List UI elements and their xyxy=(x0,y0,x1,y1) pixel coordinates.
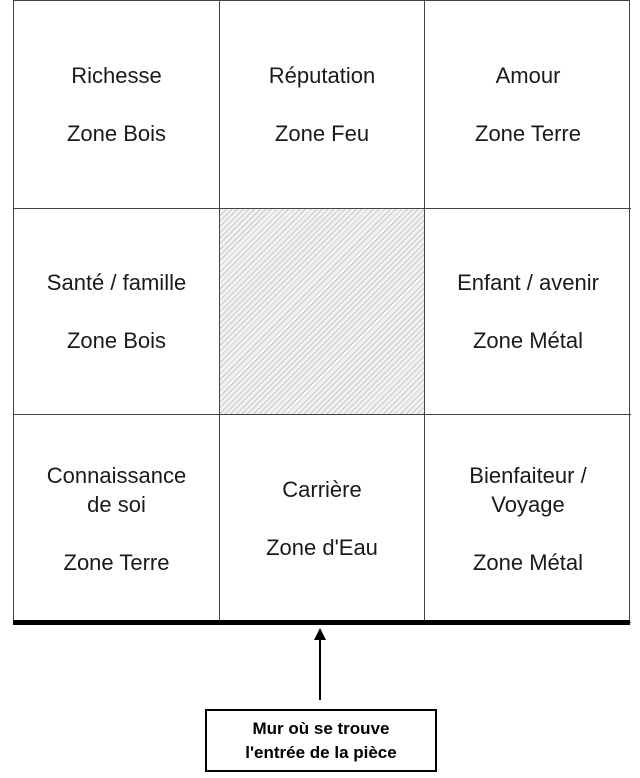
bagua-grid xyxy=(13,0,630,622)
cell-zone: Zone Métal xyxy=(472,549,584,575)
cell-label: Richesse xyxy=(71,63,162,88)
entrance-caption-box xyxy=(205,709,437,772)
cell-zone: Zone Feu xyxy=(274,121,370,146)
cell-zone: Zone d'Eau xyxy=(266,535,378,560)
cell-enfant-avenir xyxy=(425,209,631,415)
cell-reputation xyxy=(220,1,425,209)
cell-carriere xyxy=(220,415,425,623)
cell-zone: Zone Bois xyxy=(66,121,167,146)
cell-amour xyxy=(425,1,631,209)
cell-zone: Zone Bois xyxy=(66,328,167,353)
cell-label: Connaissance de soi xyxy=(46,462,187,517)
cell-label: Enfant / avenir xyxy=(457,270,599,295)
cell-label: Bienfaiteur / Voyage xyxy=(469,462,587,517)
cell-label: Santé / famille xyxy=(46,270,187,295)
caption-line-2: l'entrée de la pièce xyxy=(245,742,397,762)
cell-center-hatched xyxy=(220,209,425,415)
cell-bienfaiteur-voyage xyxy=(425,415,631,623)
arrow-up-icon xyxy=(310,628,330,700)
cell-label: Carrière xyxy=(282,477,362,502)
cell-richesse xyxy=(14,1,220,209)
cell-zone: Zone Terre xyxy=(475,121,581,146)
cell-label: Réputation xyxy=(268,63,376,88)
caption-line-1: Mur où se trouve xyxy=(252,718,390,738)
cell-zone: Zone Métal xyxy=(472,328,584,353)
cell-sante-famille xyxy=(14,209,220,415)
cell-connaissance-de-soi xyxy=(14,415,220,623)
cell-label: Amour xyxy=(495,63,561,88)
cell-zone: Zone Terre xyxy=(63,549,170,575)
entrance-wall-line xyxy=(13,620,630,625)
